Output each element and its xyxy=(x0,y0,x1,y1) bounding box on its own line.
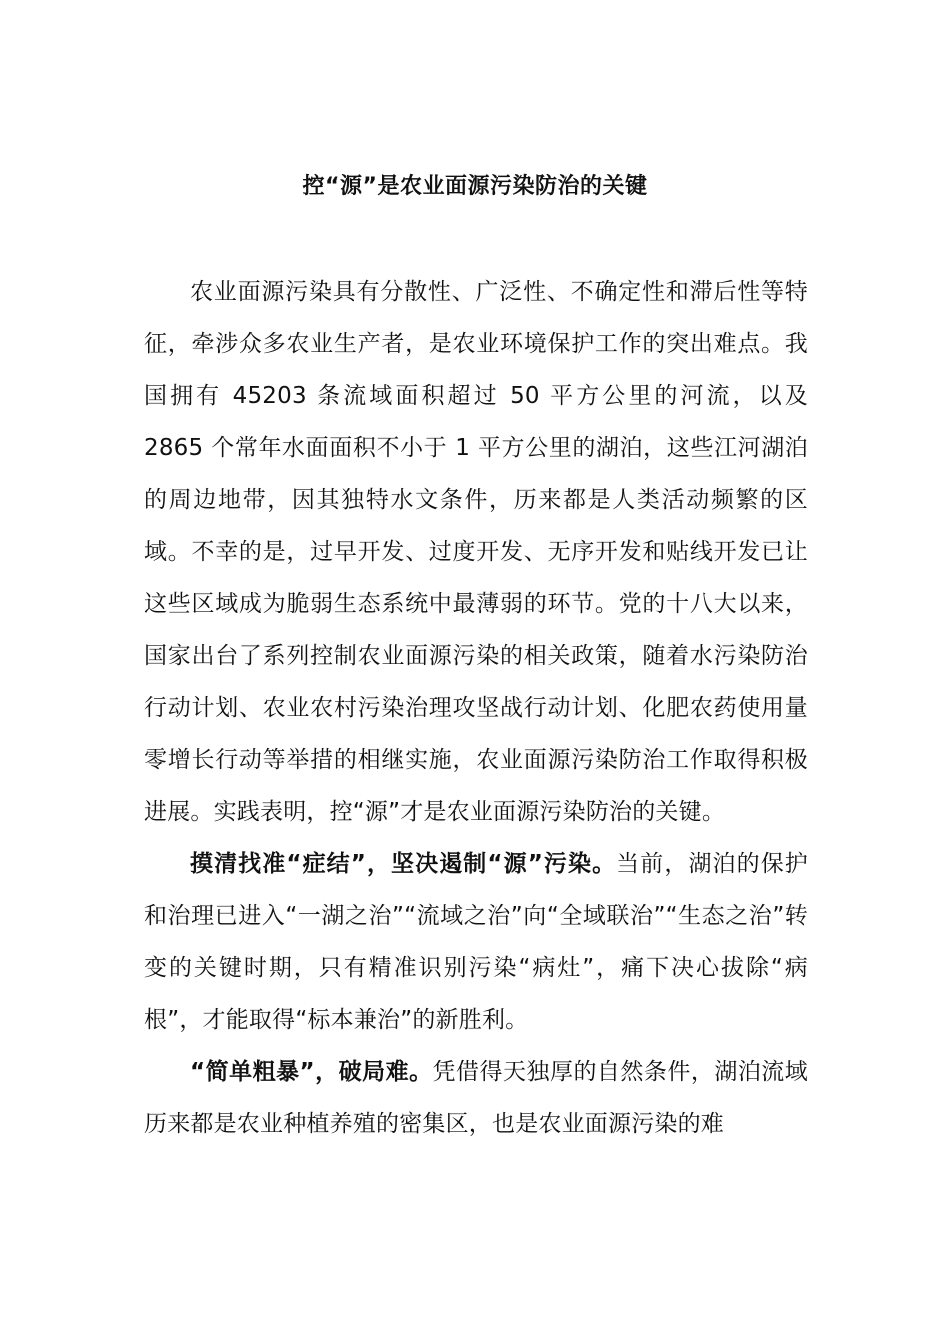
paragraph-simple-crude xyxy=(144,1046,808,1150)
paragraph-text: 当前，湖泊的保护和治理已进入“一湖之治”“流域之治”向“全域联治”“生态之治”转变的关键时期，只有精准识别污染“病灶”，痛下决心拔除“病根”，才能取得“标本兼治”的新胜利。 xyxy=(144,851,808,1033)
paragraph-text: 凭借得天独厚的自然条件，湖泊流域历来都是农业种植养殖的密集区，也是农业面源污染的难 xyxy=(144,1059,808,1137)
paragraph-lead: “简单粗暴”，破局难。 xyxy=(190,1059,433,1085)
paragraph-text: 农业面源污染具有分散性、广泛性、不确定性和滞后性等特征，牵涉众多农业生产者，是农业环境保护工作的突出难点。我国拥有 45203 条流域面积超过 50 平方公里的河流，以及 2865 个常年水面面积不小于 1 平方公里的湖泊，这些江河湖泊的周边地带，因其独特水文条件，历来都是人类活动频繁的区域。不幸的是，过早开发、过度开发、无序开发和贴线开发已让这些区域成为脆弱生态系统中最薄弱的环节。党的十八大以来，国家出台了系列控制农业面源污染的相关政策，随着水污染防治行动计划、农业农村污染治理攻坚战行动计划、化肥农药使用量零增长行动等举措的相继实施，农业面源污染防治工作取得积极进展。实践表明，控“源”才是农业面源污染防治的关键。 xyxy=(144,279,808,825)
document-body xyxy=(144,266,808,1150)
paragraph-diagnose xyxy=(144,838,808,1046)
paragraph-intro xyxy=(144,266,808,838)
document-title: 控“源”是农业面源污染防治的关键 xyxy=(302,174,648,199)
paragraph-lead: 摸清找准“症结”，坚决遏制“源”污染。 xyxy=(190,851,617,877)
